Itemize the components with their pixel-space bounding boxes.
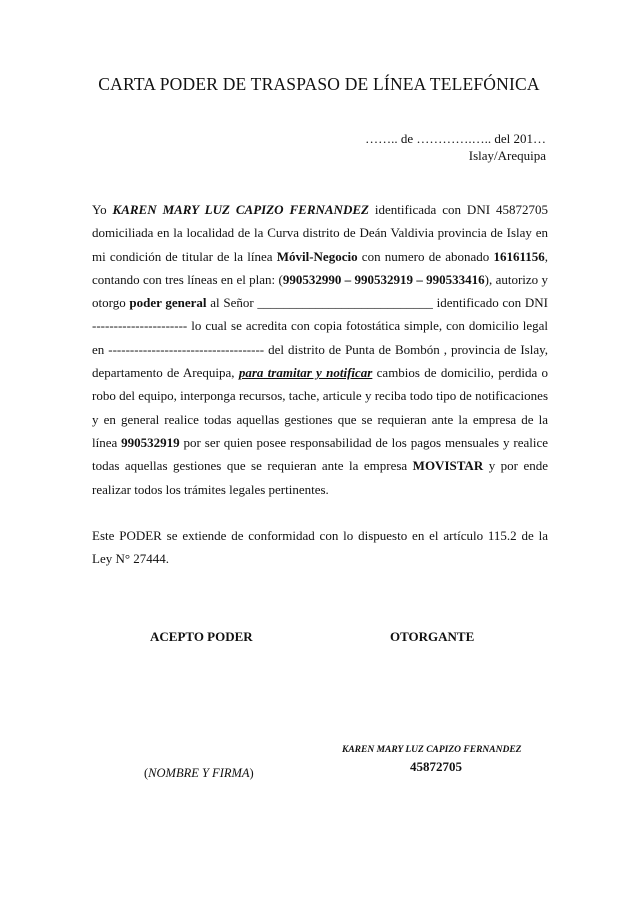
- grantor-signature-name: KAREN MARY LUZ CAPIZO FERNANDEZ: [342, 745, 522, 755]
- date-line: …….. de ………….….. del 201…: [365, 131, 546, 146]
- subscriber-number: 16161156: [493, 248, 545, 264]
- grantor-dni: 45872705: [410, 759, 462, 774]
- company-name: MOVISTAR: [412, 458, 484, 474]
- legal-paragraph: Este PODER se extiende de conformidad con lo dispuesto en el artículo 115.2 de la Ley N° 27444.: [92, 527, 548, 567]
- power-type: poder general: [129, 295, 207, 311]
- name-and-signature-label: (NOMBRE Y FIRMA): [144, 766, 254, 780]
- plan-lines: 990532990 – 990532919 – 990533416: [282, 271, 485, 287]
- document-body: [92, 198, 548, 570]
- grantor-name: KAREN MARY LUZ CAPIZO FERNANDEZ: [112, 202, 369, 217]
- grantor-label: OTORGANTE: [390, 629, 475, 644]
- accept-power-label: ACEPTO PODER: [150, 629, 253, 644]
- main-paragraph: Yo KAREN MARY LUZ CAPIZO FERNANDEZ identificada con DNI 45872705 domiciliada en la localidad de la Curva distrito de Deán Valdivia provincia de Islay en mi condición de titular de la línea Móvil-Negocio con numero de abonado 16161156, contando con tres líneas en el plan: (990532990 – 990532919 – 990533416), autorizo y otorgo poder general al Señor ___________________________ identificado con DNI ---------------------- lo cual se acredita con copia fotostática simple, con domicilio legal en ------------------------------------ del distrito de Punta de Bombón , provincia de Islay, departamento de Arequipa, para tramitar y notificar cambios de domicilio, perdida o robo del equipo, interponga recursos, tache, articule y reciba todo tipo de notificaciones y en general realice todas aquellas gestiones que se requieran ante la empresa de la línea 990532919 por ser quien posee responsabilidad de los pagos mensuales y realice todas aquellas gestiones que se requieran ante la empresa MOVISTAR y por ende realizar todos los trámites legales pertinentes.: [92, 202, 549, 497]
- document-title: CARTA PODER DE TRASPASO DE LÍNEA TELEFÓNICA: [98, 74, 540, 94]
- plan-name: Móvil-Negocio: [276, 248, 358, 264]
- purpose: para tramitar y notificar: [238, 365, 373, 381]
- line-number: 990532919: [121, 434, 180, 450]
- place-line: Islay/Arequipa: [468, 148, 546, 163]
